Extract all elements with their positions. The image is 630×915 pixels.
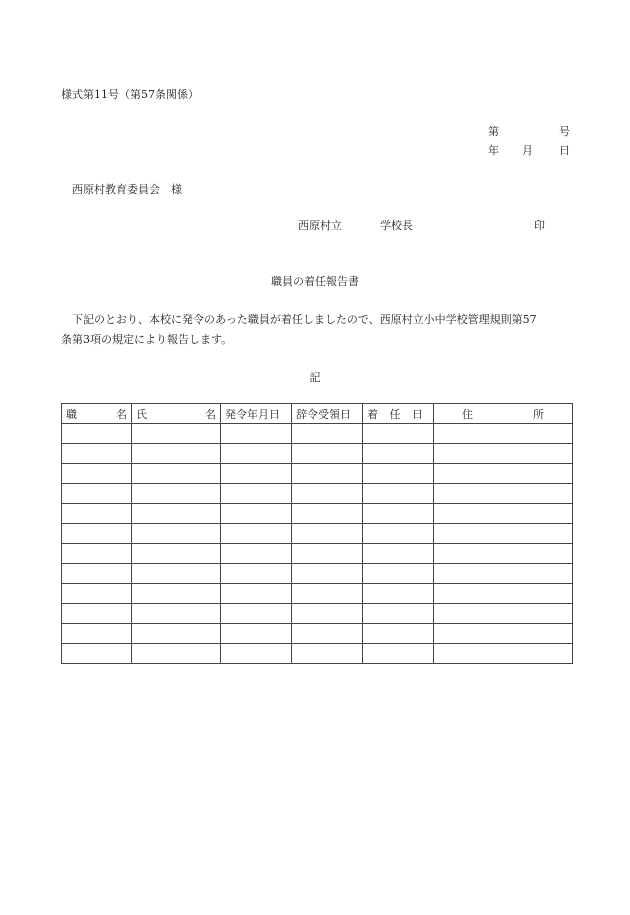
cell-resignation-date[interactable] (292, 424, 363, 444)
table-header-row (62, 404, 573, 424)
table-row (62, 484, 573, 504)
sender-title: 学校長 (380, 219, 413, 232)
cell-position[interactable] (62, 544, 132, 564)
cell-name[interactable] (132, 564, 221, 584)
header-appointment-date: 発令年月日 (221, 404, 292, 424)
cell-appointment-date[interactable] (221, 584, 292, 604)
header-resignation-date: 辞令受領日 (292, 404, 363, 424)
document-title: 職員の着任報告書 (271, 275, 359, 288)
cell-position[interactable] (62, 504, 132, 524)
cell-arrival-date[interactable] (363, 524, 434, 544)
cell-appointment-date[interactable] (221, 544, 292, 564)
body-text-line-2: 条第3項の規定により報告します。 (61, 333, 233, 346)
cell-name[interactable] (132, 604, 221, 624)
cell-position[interactable] (62, 604, 132, 624)
table-row (62, 544, 573, 564)
cell-appointment-date[interactable] (221, 644, 292, 664)
cell-name[interactable] (132, 544, 221, 564)
table-row (62, 424, 573, 444)
cell-address[interactable] (434, 544, 573, 564)
cell-arrival-date[interactable] (363, 504, 434, 524)
cell-name[interactable] (132, 504, 221, 524)
cell-position[interactable] (62, 624, 132, 644)
cell-position[interactable] (62, 464, 132, 484)
date-month-label: 月 (522, 144, 533, 157)
document-number (488, 123, 570, 139)
cell-address[interactable] (434, 604, 573, 624)
cell-arrival-date[interactable] (363, 464, 434, 484)
cell-position[interactable] (62, 644, 132, 664)
report-table-body (62, 424, 573, 664)
cell-address[interactable] (434, 464, 573, 484)
form-number: 様式第11号（第57条関係） (61, 88, 199, 101)
cell-arrival-date[interactable] (363, 604, 434, 624)
sender-line (298, 217, 546, 231)
cell-address[interactable] (434, 484, 573, 504)
cell-arrival-date[interactable] (363, 484, 434, 504)
cell-resignation-date[interactable] (292, 644, 363, 664)
table-row (62, 604, 573, 624)
table-row (62, 564, 573, 584)
table-row (62, 504, 573, 524)
cell-appointment-date[interactable] (221, 444, 292, 464)
cell-appointment-date[interactable] (221, 464, 292, 484)
cell-appointment-date[interactable] (221, 564, 292, 584)
cell-address[interactable] (434, 584, 573, 604)
cell-resignation-date[interactable] (292, 484, 363, 504)
cell-name[interactable] (132, 524, 221, 544)
cell-resignation-date[interactable] (292, 444, 363, 464)
table-row (62, 524, 573, 544)
cell-address[interactable] (434, 504, 573, 524)
cell-arrival-date[interactable] (363, 584, 434, 604)
table-row (62, 464, 573, 484)
table-row (62, 444, 573, 464)
seal-mark: 印 (534, 219, 545, 232)
cell-address[interactable] (434, 444, 573, 464)
cell-appointment-date[interactable] (221, 424, 292, 444)
cell-appointment-date[interactable] (221, 504, 292, 524)
header-name (132, 404, 221, 424)
cell-appointment-date[interactable] (221, 484, 292, 504)
table-row (62, 644, 573, 664)
cell-appointment-date[interactable] (221, 624, 292, 644)
date-day-label: 日 (559, 144, 570, 157)
cell-position[interactable] (62, 444, 132, 464)
cell-address[interactable] (434, 624, 573, 644)
header-address-char-2: 所 (533, 407, 544, 421)
header-arrival-char-1: 着 (367, 407, 378, 421)
header-arrival-date (363, 404, 434, 424)
report-table (61, 403, 573, 664)
header-arrival-char-3: 日 (412, 407, 423, 421)
cell-arrival-date[interactable] (363, 564, 434, 584)
ki-heading: 記 (309, 371, 321, 384)
cell-name[interactable] (132, 464, 221, 484)
cell-arrival-date[interactable] (363, 644, 434, 664)
cell-resignation-date[interactable] (292, 544, 363, 564)
sender-village: 西原村立 (298, 219, 342, 232)
header-position-char-2: 名 (116, 407, 127, 421)
document-number-prefix: 第 (488, 125, 499, 138)
table-row (62, 624, 573, 644)
cell-position[interactable] (62, 564, 132, 584)
cell-name[interactable] (132, 444, 221, 464)
cell-address[interactable] (434, 644, 573, 664)
cell-resignation-date[interactable] (292, 604, 363, 624)
cell-appointment-date[interactable] (221, 524, 292, 544)
header-name-char-2: 名 (205, 407, 216, 421)
cell-position[interactable] (62, 524, 132, 544)
date-line (488, 142, 570, 156)
header-address (434, 404, 573, 424)
cell-appointment-date[interactable] (221, 604, 292, 624)
cell-resignation-date[interactable] (292, 504, 363, 524)
addressee: 西原村教育委員会 様 (72, 183, 182, 196)
table-row (62, 584, 573, 604)
cell-arrival-date[interactable] (363, 444, 434, 464)
cell-name[interactable] (132, 484, 221, 504)
body-text-line-1: 下記のとおり、本校に発令のあった職員が着任しましたので、西原村立小中学校管理規則第57 (72, 313, 537, 326)
header-position (62, 404, 132, 424)
cell-resignation-date[interactable] (292, 564, 363, 584)
cell-address[interactable] (434, 564, 573, 584)
date-year-label: 年 (488, 144, 499, 157)
cell-name[interactable] (132, 624, 221, 644)
cell-resignation-date[interactable] (292, 524, 363, 544)
cell-name[interactable] (132, 424, 221, 444)
header-name-char-1: 氏 (136, 407, 147, 421)
cell-resignation-date[interactable] (292, 624, 363, 644)
cell-name[interactable] (132, 584, 221, 604)
cell-resignation-date[interactable] (292, 464, 363, 484)
header-arrival-char-2: 任 (389, 407, 401, 421)
header-address-char-1: 住 (462, 407, 473, 421)
cell-resignation-date[interactable] (292, 584, 363, 604)
cell-position[interactable] (62, 584, 132, 604)
cell-address[interactable] (434, 424, 573, 444)
cell-arrival-date[interactable] (363, 624, 434, 644)
document-number-suffix: 号 (559, 125, 570, 138)
cell-position[interactable] (62, 484, 132, 504)
cell-arrival-date[interactable] (363, 544, 434, 564)
header-position-char-1: 職 (66, 407, 77, 421)
cell-position[interactable] (62, 424, 132, 444)
cell-name[interactable] (132, 644, 221, 664)
cell-arrival-date[interactable] (363, 424, 434, 444)
cell-address[interactable] (434, 524, 573, 544)
